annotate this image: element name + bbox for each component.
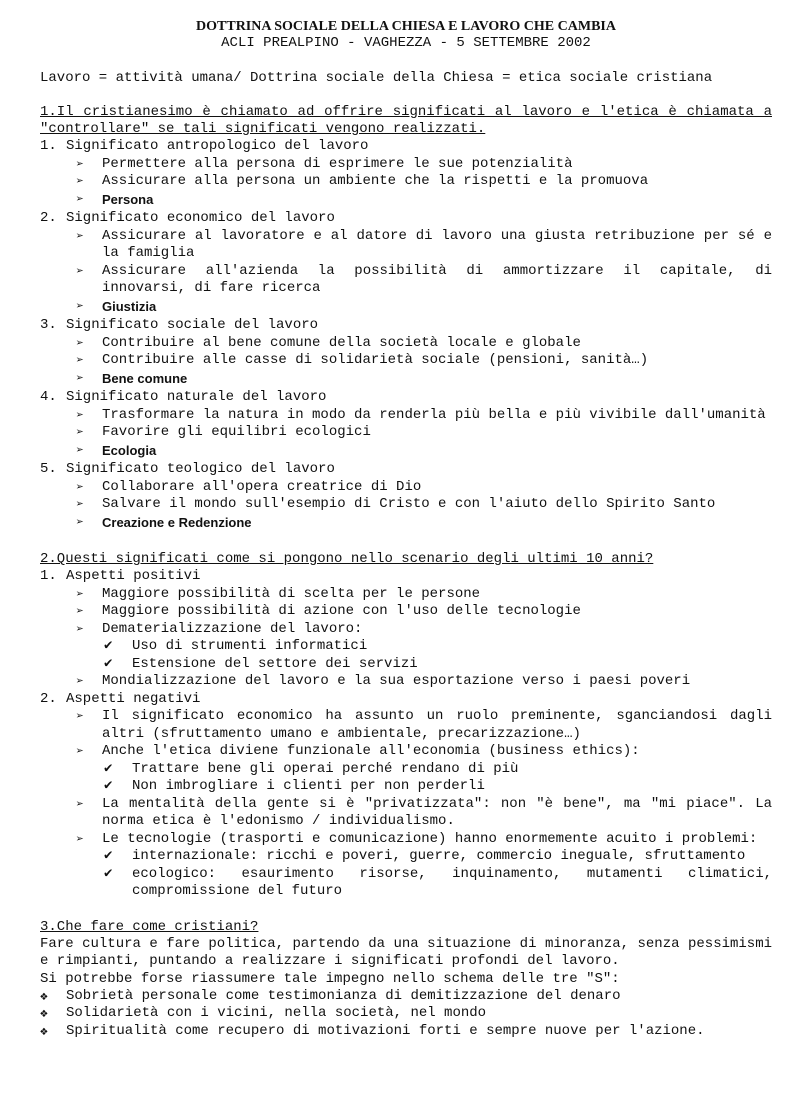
paragraph: Fare cultura e fare politica, partendo da una situazione di minoranza, senza pessimismi e rimpianti, puntando a realizzare i significati profondi del lavoro. xyxy=(40,935,772,969)
document-subtitle: ACLI PREALPINO - VAGHEZZA - 5 SETTEMBRE 2002 xyxy=(221,35,591,51)
three-s-text: Sobrietà personale come testimonianza di demitizzazione del denaro xyxy=(66,987,621,1004)
bullet-text: Assicurare al lavoratore e al datore di lavoro una giusta retribuzione per sé e la famiglia xyxy=(102,227,772,261)
bullet-point xyxy=(40,424,772,442)
paragraph: Si potrebbe forse riassumere tale impegno nello schema delle tre "S": xyxy=(40,970,620,987)
check-bullet-icon: ✔ xyxy=(104,760,113,777)
bullet-point xyxy=(40,479,772,497)
bullet-text: Mondializzazione del lavoro e la sua esportazione verso i paesi poveri xyxy=(102,673,691,689)
three-s-item xyxy=(40,988,772,1006)
arrow-bullet-icon: ➢ xyxy=(76,796,84,812)
bullet-point xyxy=(40,796,772,831)
sub-point xyxy=(40,848,772,866)
bullet-point xyxy=(40,263,772,298)
check-bullet-icon: ✔ xyxy=(104,655,113,672)
bullet-point xyxy=(40,228,772,263)
arrow-bullet-icon: ➢ xyxy=(76,353,84,368)
sub-point-text: Trattare bene gli operai perché rendano di più xyxy=(132,760,519,777)
keyword-point xyxy=(40,298,772,318)
bullet-point xyxy=(40,496,772,514)
keyword-text: Bene comune xyxy=(102,370,188,386)
item-number: 1. xyxy=(40,568,57,584)
item-number: 3. xyxy=(40,317,57,333)
item-label: Significato sociale del lavoro xyxy=(66,317,319,333)
sub-point xyxy=(40,778,772,796)
three-s-text: Solidarietà con i vicini, nella società, nel mondo xyxy=(66,1005,487,1021)
diamond-bullet-icon: ❖ xyxy=(40,1006,48,1021)
bullet-point xyxy=(40,621,772,639)
sub-point-text: internazionale: ricchi e poveri, guerre, commercio ineguale, sfruttamento xyxy=(132,848,746,864)
bullet-point xyxy=(40,586,772,604)
item-number: 5. xyxy=(40,461,57,477)
diamond-bullet-icon: ❖ xyxy=(40,988,48,1004)
bullet-point xyxy=(40,603,772,621)
keyword-text: Ecologia xyxy=(102,442,157,458)
three-s-item xyxy=(40,1005,772,1023)
list-item xyxy=(40,691,772,709)
check-bullet-icon: ✔ xyxy=(104,848,113,864)
arrow-bullet-icon: ➢ xyxy=(76,514,84,530)
check-bullet-icon: ✔ xyxy=(104,865,113,882)
bullet-text: Le tecnologie (trasporti e comunicazione) hanno enormemente acuito i problemi: xyxy=(102,830,758,847)
arrow-bullet-icon: ➢ xyxy=(76,425,84,440)
sub-point-text: Uso di strumenti informatici xyxy=(132,638,368,654)
bullet-text: Salvare il mondo sull'esempio di Cristo e con l'aiuto dello Spirito Santo xyxy=(102,496,716,512)
list-item xyxy=(40,317,772,335)
arrow-bullet-icon: ➢ xyxy=(76,191,84,207)
bullet-text: Contribuire al bene comune della società locale e globale xyxy=(102,334,581,351)
intro-line: Lavoro = attività umana/ Dottrina sociale della Chiesa = etica sociale cristiana xyxy=(40,70,713,86)
keyword-point xyxy=(40,191,772,211)
list-item xyxy=(40,389,772,407)
item-number: 1. xyxy=(40,138,57,154)
keyword-point xyxy=(40,370,772,390)
item-label: Aspetti positivi xyxy=(66,568,201,584)
item-number: 4. xyxy=(40,389,57,405)
item-number: 2. xyxy=(40,210,57,226)
arrow-bullet-icon: ➢ xyxy=(76,674,84,689)
three-s-text: Spiritualità come recupero di motivazioni forti e sempre nuove per l'azione. xyxy=(66,1022,705,1039)
arrow-bullet-icon: ➢ xyxy=(76,298,84,314)
keyword-point xyxy=(40,514,772,534)
arrow-bullet-icon: ➢ xyxy=(76,228,84,244)
arrow-bullet-icon: ➢ xyxy=(76,335,84,351)
arrow-bullet-icon: ➢ xyxy=(76,586,84,602)
list-item xyxy=(40,138,772,156)
list-item xyxy=(40,568,772,586)
item-label: Significato economico del lavoro xyxy=(66,210,335,226)
bullet-text: Trasformare la natura in modo da renderla più bella e più vivibile dall'umanità xyxy=(102,406,766,423)
keyword-point xyxy=(40,442,772,462)
bullet-point xyxy=(40,156,772,174)
arrow-bullet-icon: ➢ xyxy=(76,442,84,458)
arrow-bullet-icon: ➢ xyxy=(76,370,84,386)
bullet-point xyxy=(40,831,772,849)
bullet-text: Assicurare alla persona un ambiente che la rispetti e la promuova xyxy=(102,173,649,189)
bullet-point xyxy=(40,407,772,425)
sub-point xyxy=(40,761,772,779)
diamond-bullet-icon: ❖ xyxy=(40,1023,48,1039)
arrow-bullet-icon: ➢ xyxy=(76,744,84,759)
item-label: Significato teologico del lavoro xyxy=(66,461,335,477)
bullet-point xyxy=(40,708,772,743)
three-s-item xyxy=(40,1023,772,1041)
arrow-bullet-icon: ➢ xyxy=(76,407,84,423)
item-label: Aspetti negativi xyxy=(66,690,201,707)
bullet-text: Maggiore possibilità di azione con l'uso delle tecnologie xyxy=(102,603,581,619)
sub-point-text: ecologico: esaurimento risorse, inquinamento, mutamenti climatici, compromissione del futuro xyxy=(132,865,772,899)
list-item xyxy=(40,461,772,479)
arrow-bullet-icon: ➢ xyxy=(76,156,84,172)
item-number: 2. xyxy=(40,690,57,707)
sub-point xyxy=(40,866,772,901)
bullet-text: Collaborare all'opera creatrice di Dio xyxy=(102,478,422,495)
bullet-point xyxy=(40,173,772,191)
section-3-heading: 3.Che fare come cristiani? xyxy=(40,918,259,935)
bullet-text: Il significato economico ha assunto un ruolo preminente, sganciandosi dagli altri (sfruttamento umano e ambientale, precarizzazione…) xyxy=(102,708,772,742)
keyword-text: Giustizia xyxy=(102,298,157,314)
keyword-text: Creazione e Redenzione xyxy=(102,514,252,530)
bullet-text: Favorire gli equilibri ecologici xyxy=(102,424,371,440)
item-label: Significato antropologico del lavoro xyxy=(66,138,369,154)
keyword-text: Persona xyxy=(102,191,154,207)
bullet-point xyxy=(40,673,772,691)
section-1-heading: 1.Il cristianesimo è chiamato ad offrire significati al lavoro e l'etica è chiamata a "controllare" se tali significati vengono realizzati. xyxy=(40,104,772,137)
arrow-bullet-icon: ➢ xyxy=(76,263,84,279)
list-item xyxy=(40,210,772,228)
document-title: DOTTRINA SOCIALE DELLA CHIESA E LAVORO CHE CAMBIA xyxy=(196,19,616,34)
bullet-point xyxy=(40,335,772,353)
bullet-text: Maggiore possibilità di scelta per le persone xyxy=(102,585,481,602)
arrow-bullet-icon: ➢ xyxy=(76,709,84,724)
arrow-bullet-icon: ➢ xyxy=(76,604,84,619)
bullet-point xyxy=(40,352,772,370)
bullet-text: Dematerializzazione del lavoro: xyxy=(102,620,363,637)
sub-point xyxy=(40,638,772,656)
arrow-bullet-icon: ➢ xyxy=(76,479,84,495)
arrow-bullet-icon: ➢ xyxy=(76,621,84,637)
document-page xyxy=(40,18,772,1040)
bullet-text: Assicurare all'azienda la possibilità di ammortizzare il capitale, di innovarsi, di fare ricerca xyxy=(102,262,772,296)
arrow-bullet-icon: ➢ xyxy=(76,497,84,512)
check-bullet-icon: ✔ xyxy=(104,638,113,654)
sub-point-text: Non imbrogliare i clienti per non perderli xyxy=(132,778,485,794)
bullet-text: Contribuire alle casse di solidarietà sociale (pensioni, sanità…) xyxy=(102,352,649,368)
bullet-text: La mentalità della gente si è "privatizzata": non "è bene", ma "mi piace". La norma etica è l'edonismo / individualismo. xyxy=(102,795,772,829)
arrow-bullet-icon: ➢ xyxy=(76,831,84,847)
bullet-text: Permettere alla persona di esprimere le sue potenzialità xyxy=(102,155,573,172)
sub-point xyxy=(40,656,772,674)
check-bullet-icon: ✔ xyxy=(104,778,113,794)
item-label: Significato naturale del lavoro xyxy=(66,389,327,405)
sub-point-text: Estensione del settore dei servizi xyxy=(132,655,418,672)
section-2-heading: 2.Questi significati come si pongono nello scenario degli ultimi 10 anni? xyxy=(40,551,654,567)
bullet-text: Anche l'etica diviene funzionale all'economia (business ethics): xyxy=(102,743,640,759)
arrow-bullet-icon: ➢ xyxy=(76,174,84,189)
bullet-point xyxy=(40,743,772,761)
